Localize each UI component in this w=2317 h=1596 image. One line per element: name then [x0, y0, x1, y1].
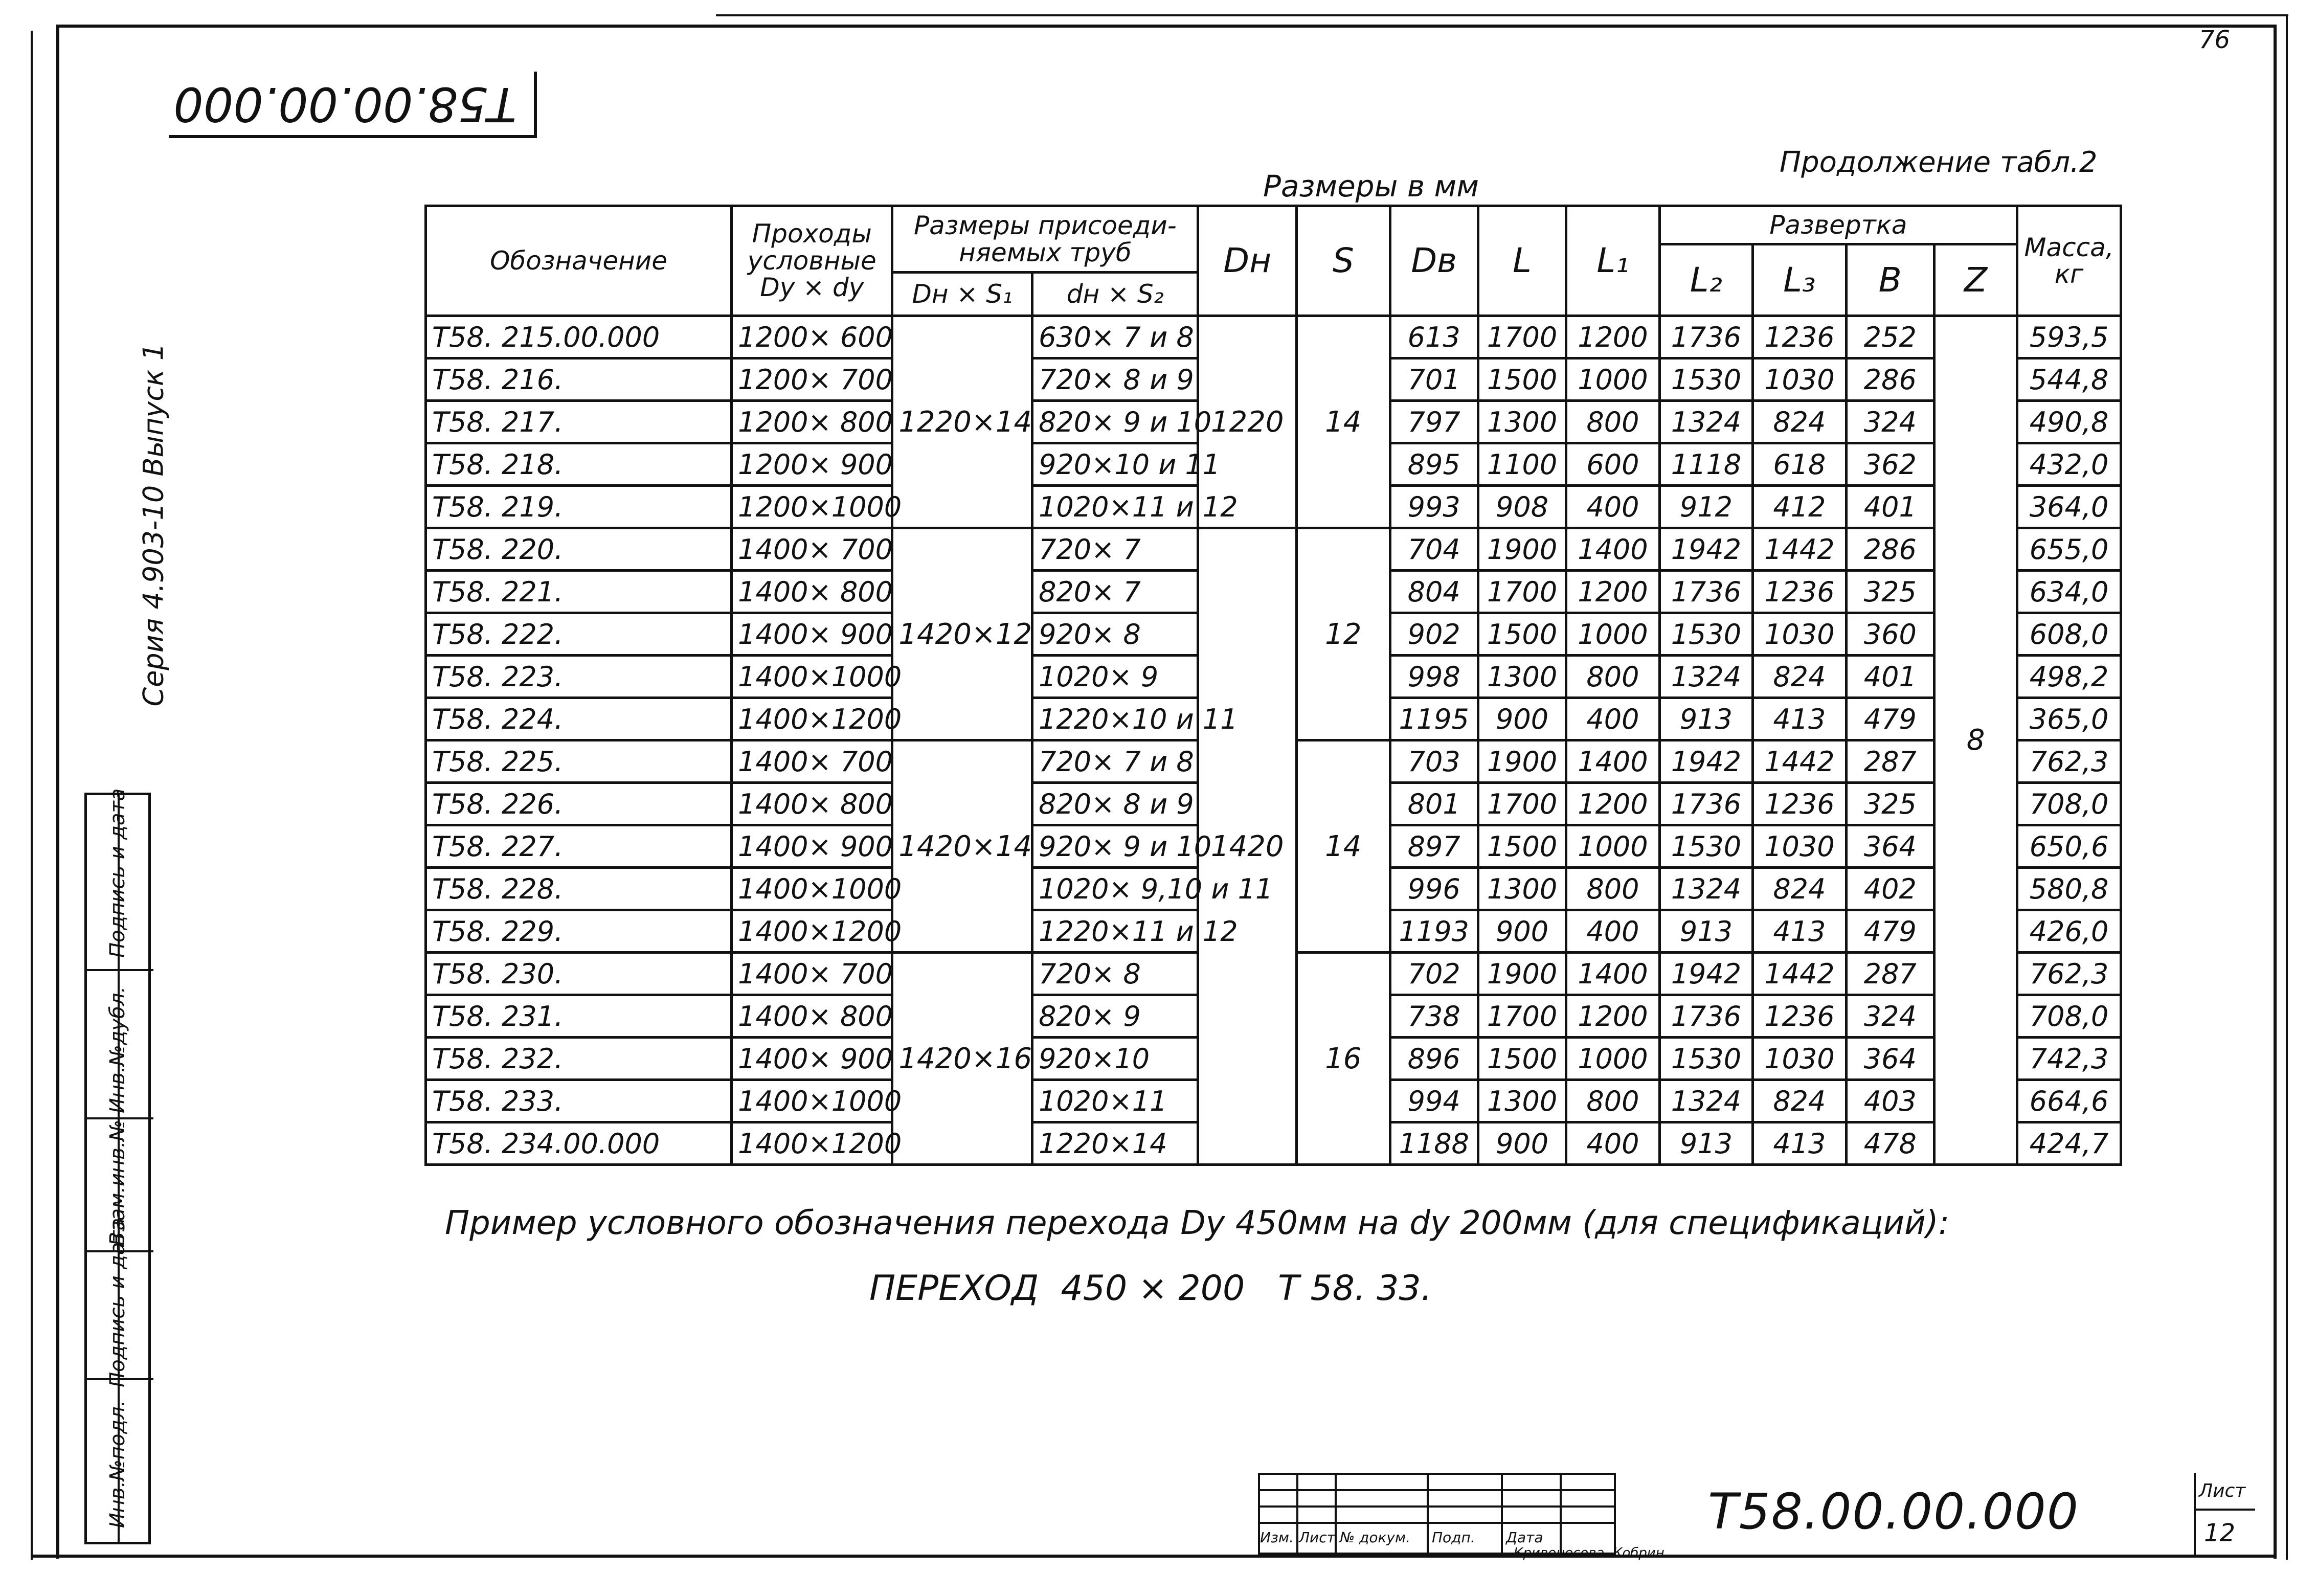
cell-Dv: 996 — [1390, 868, 1478, 910]
frame-right — [2274, 25, 2277, 1559]
outer-right-trim — [2286, 15, 2288, 1560]
cell-L1: 400 — [1566, 1122, 1659, 1165]
cell-B: 324 — [1846, 995, 1934, 1038]
cell-dS2: 1020×11 и 12 — [1032, 486, 1198, 528]
title-col-list: Лист — [1299, 1529, 1335, 1546]
cell-L: 1700 — [1478, 783, 1566, 825]
cell-L1: 1400 — [1566, 953, 1659, 995]
cell-L: 1700 — [1478, 995, 1566, 1038]
title-sheet-box-mid — [2194, 1509, 2255, 1511]
dimensions-caption: Размеры в мм — [1263, 169, 1479, 204]
cell-Dv: 1193 — [1390, 910, 1478, 953]
cell-designation: Т58. 217. — [426, 401, 732, 443]
cell-L3: 1236 — [1753, 316, 1846, 358]
cell-L1: 800 — [1566, 1080, 1659, 1122]
table-row — [426, 316, 2121, 358]
cell-pass: 1400×1000 — [732, 656, 892, 698]
header-Z: Z — [1934, 244, 2017, 316]
frame-left — [56, 25, 59, 1559]
cell-Dv: 1188 — [1390, 1122, 1478, 1165]
header-designation: Обозначение — [426, 206, 732, 316]
cell-L: 1700 — [1478, 571, 1566, 613]
cell-L: 1300 — [1478, 401, 1566, 443]
cell-dS2: 720× 7 — [1032, 528, 1198, 571]
cell-L2: 1736 — [1659, 316, 1752, 358]
title-grid-h2 — [1258, 1505, 1616, 1508]
cell-L3: 1030 — [1753, 613, 1846, 656]
cell-L: 900 — [1478, 698, 1566, 740]
cell-pass: 1400× 700 — [732, 740, 892, 783]
cell-dS2: 1220×11 и 12 — [1032, 910, 1198, 953]
cell-L: 900 — [1478, 1122, 1566, 1165]
cell-DS1: 1220×14 — [892, 316, 1032, 528]
cell-dS2: 720× 7 и 8 — [1032, 740, 1198, 783]
cell-L2: 1736 — [1659, 995, 1752, 1038]
cell-S: 12 — [1297, 528, 1390, 740]
cell-L: 1300 — [1478, 1080, 1566, 1122]
cell-mass: 708,0 — [2017, 995, 2121, 1038]
cell-B: 403 — [1846, 1080, 1934, 1122]
cell-mass: 664,6 — [2017, 1080, 2121, 1122]
cell-L2: 1530 — [1659, 825, 1752, 868]
cell-B: 360 — [1846, 613, 1934, 656]
cell-pass: 1400× 800 — [732, 995, 892, 1038]
header-L3: L₃ — [1753, 244, 1846, 316]
cell-designation: Т58. 229. — [426, 910, 732, 953]
cell-pass: 1400× 700 — [732, 528, 892, 571]
cell-L2: 1942 — [1659, 740, 1752, 783]
cell-L2: 913 — [1659, 910, 1752, 953]
cell-L: 908 — [1478, 486, 1566, 528]
cell-L: 1300 — [1478, 656, 1566, 698]
cell-L3: 1030 — [1753, 358, 1846, 401]
cell-L2: 1942 — [1659, 953, 1752, 995]
cell-L1: 600 — [1566, 443, 1659, 486]
header-conn-dims-line1: Размеры присоеди- — [914, 211, 1177, 240]
title-grid-v1 — [1296, 1473, 1298, 1555]
cell-L: 1900 — [1478, 740, 1566, 783]
cell-L2: 1324 — [1659, 868, 1752, 910]
header-passes-line3: Dу × dу — [760, 273, 864, 303]
cell-L2: 1530 — [1659, 358, 1752, 401]
cell-Dn: 1420 — [1198, 528, 1297, 1165]
header-razvertka: Развертка — [1659, 206, 2017, 244]
cell-dS2: 820× 9 и 10 — [1032, 401, 1198, 443]
outer-left-trim — [31, 31, 33, 1560]
cell-Dv: 804 — [1390, 571, 1478, 613]
cell-designation: Т58. 234.00.000 — [426, 1122, 732, 1165]
cell-L1: 400 — [1566, 698, 1659, 740]
cell-mass: 742,3 — [2017, 1038, 2121, 1080]
cell-B: 286 — [1846, 528, 1934, 571]
cell-B: 252 — [1846, 316, 1934, 358]
header-passes-line2: условные — [747, 245, 876, 276]
cell-designation: Т58. 224. — [426, 698, 732, 740]
cell-Dv: 701 — [1390, 358, 1478, 401]
header-conn-dS2: dн × S₂ — [1032, 273, 1198, 316]
cell-dS2: 920× 9 и 10 — [1032, 825, 1198, 868]
header-conn-dims — [892, 206, 1198, 273]
cell-mass: 498,2 — [2017, 656, 2121, 698]
title-sheet-number: 12 — [2204, 1519, 2236, 1547]
cell-designation: Т58. 228. — [426, 868, 732, 910]
cell-L1: 1200 — [1566, 571, 1659, 613]
cell-designation: Т58. 226. — [426, 783, 732, 825]
cell-dS2: 720× 8 и 9 — [1032, 358, 1198, 401]
cell-L2: 1530 — [1659, 613, 1752, 656]
cell-L1: 1200 — [1566, 783, 1659, 825]
frame-top — [56, 25, 2276, 28]
cell-B: 478 — [1846, 1122, 1934, 1165]
cell-dS2: 820× 8 и 9 — [1032, 783, 1198, 825]
cell-dS2: 630× 7 и 8 — [1032, 316, 1198, 358]
side-cell-podpis-2: Подпись и дата — [106, 788, 129, 958]
series-label: Серия 4.903-10 Выпуск 1 — [137, 343, 170, 707]
cell-designation: Т58. 216. — [426, 358, 732, 401]
cell-mass: 608,0 — [2017, 613, 2121, 656]
cell-pass: 1400× 900 — [732, 1038, 892, 1080]
cell-L3: 618 — [1753, 443, 1846, 486]
cell-mass: 580,8 — [2017, 868, 2121, 910]
cell-L2: 913 — [1659, 698, 1752, 740]
top-code-text: Т58.00.00.000 — [173, 77, 516, 131]
cell-L2: 1324 — [1659, 656, 1752, 698]
cell-Dv: 704 — [1390, 528, 1478, 571]
cell-designation: Т58. 231. — [426, 995, 732, 1038]
header-passes-line1: Проходы — [752, 219, 872, 249]
cell-L: 1900 — [1478, 528, 1566, 571]
cell-mass: 762,3 — [2017, 740, 2121, 783]
cell-dS2: 820× 9 — [1032, 995, 1198, 1038]
cell-L3: 824 — [1753, 656, 1846, 698]
cell-pass: 1400×1200 — [732, 910, 892, 953]
cell-B: 479 — [1846, 910, 1934, 953]
side-cell-podpis-1: Подпись и дата — [106, 1218, 129, 1387]
cell-Dv: 1195 — [1390, 698, 1478, 740]
title-grid-v3 — [1427, 1473, 1429, 1555]
table-row — [426, 528, 2121, 571]
cell-dS2: 920×10 и 11 — [1032, 443, 1198, 486]
cell-dS2: 1020× 9,10 и 11 — [1032, 868, 1198, 910]
cell-L3: 1030 — [1753, 825, 1846, 868]
cell-L: 1500 — [1478, 613, 1566, 656]
cell-Z: 8 — [1934, 316, 2017, 1165]
cell-L2: 1736 — [1659, 571, 1752, 613]
title-col-podp: Подп. — [1432, 1529, 1475, 1546]
cell-L3: 1442 — [1753, 528, 1846, 571]
cell-mass: 364,0 — [2017, 486, 2121, 528]
cell-pass: 1400× 800 — [732, 571, 892, 613]
cell-mass: 424,7 — [2017, 1122, 2121, 1165]
title-col-dokum: № докум. — [1340, 1529, 1411, 1546]
cell-L1: 400 — [1566, 910, 1659, 953]
cell-L3: 824 — [1753, 401, 1846, 443]
title-col-data: Дата — [1506, 1529, 1543, 1546]
cell-mass: 426,0 — [2017, 910, 2121, 953]
cell-L: 1500 — [1478, 825, 1566, 868]
cell-designation: Т58. 219. — [426, 486, 732, 528]
cell-L1: 1000 — [1566, 1038, 1659, 1080]
cell-L2: 1324 — [1659, 1080, 1752, 1122]
header-conn-DS1: Dн × S₁ — [892, 273, 1032, 316]
cell-L3: 412 — [1753, 486, 1846, 528]
cell-S: 16 — [1297, 953, 1390, 1165]
cell-dS2: 920×10 — [1032, 1038, 1198, 1080]
cell-dS2: 920× 8 — [1032, 613, 1198, 656]
outer-top-trim — [716, 14, 2288, 16]
cell-L2: 1530 — [1659, 1038, 1752, 1080]
cell-designation: Т58. 225. — [426, 740, 732, 783]
cell-L1: 1000 — [1566, 358, 1659, 401]
cell-B: 325 — [1846, 571, 1934, 613]
cell-Dv: 613 — [1390, 316, 1478, 358]
cell-dS2: 1020×11 — [1032, 1080, 1198, 1122]
header-L1: L₁ — [1566, 206, 1659, 316]
cell-L2: 1942 — [1659, 528, 1752, 571]
cell-designation: Т58. 233. — [426, 1080, 732, 1122]
dimensions-table — [424, 205, 2122, 1166]
title-sheet-box-left — [2194, 1473, 2196, 1555]
cell-L3: 413 — [1753, 698, 1846, 740]
cell-L1: 1200 — [1566, 995, 1659, 1038]
cell-B: 364 — [1846, 1038, 1934, 1080]
cell-Dn: 1220 — [1198, 316, 1297, 528]
cell-DS1: 1420×12 — [892, 528, 1032, 740]
title-grid-h1 — [1258, 1489, 1616, 1491]
cell-L1: 800 — [1566, 656, 1659, 698]
cell-Dv: 998 — [1390, 656, 1478, 698]
cell-Dv: 797 — [1390, 401, 1478, 443]
frame-bottom — [31, 1555, 2276, 1558]
cell-Dv: 702 — [1390, 953, 1478, 995]
header-mass — [2017, 206, 2121, 316]
side-cell-vzam-inv: Взам.инв.№ — [106, 1119, 129, 1246]
header-conn-dims-line2: няемых труб — [959, 237, 1132, 267]
continuation-label: Продолжение табл.2 — [1780, 146, 2098, 179]
cell-B: 325 — [1846, 783, 1934, 825]
cell-B: 362 — [1846, 443, 1934, 486]
cell-L3: 413 — [1753, 910, 1846, 953]
cell-L2: 1324 — [1659, 401, 1752, 443]
cell-pass: 1200×1000 — [732, 486, 892, 528]
cell-L1: 1400 — [1566, 740, 1659, 783]
cell-mass: 655,0 — [2017, 528, 2121, 571]
cell-L: 1100 — [1478, 443, 1566, 486]
cell-B: 479 — [1846, 698, 1934, 740]
cell-S: 14 — [1297, 316, 1390, 528]
cell-pass: 1400×1000 — [732, 868, 892, 910]
cell-dS2: 1220×14 — [1032, 1122, 1198, 1165]
cell-L3: 1442 — [1753, 740, 1846, 783]
cell-L1: 1200 — [1566, 316, 1659, 358]
cell-mass: 708,0 — [2017, 783, 2121, 825]
cell-L3: 413 — [1753, 1122, 1846, 1165]
cell-pass: 1200× 800 — [732, 401, 892, 443]
cell-B: 364 — [1846, 825, 1934, 868]
cell-designation: Т58. 221. — [426, 571, 732, 613]
cell-L3: 1442 — [1753, 953, 1846, 995]
cell-L: 1700 — [1478, 316, 1566, 358]
cell-dS2: 720× 8 — [1032, 953, 1198, 995]
cell-L2: 912 — [1659, 486, 1752, 528]
cell-designation: Т58. 222. — [426, 613, 732, 656]
header-B: В — [1846, 244, 1934, 316]
cell-L: 1300 — [1478, 868, 1566, 910]
header-mass-line2: кг — [2054, 259, 2084, 289]
cell-L: 1500 — [1478, 358, 1566, 401]
example-line-1: Пример условного обозначения перехода Dу 450мм на dу 200мм (для спецификаций): — [445, 1204, 1950, 1242]
header-L2: L₂ — [1659, 244, 1752, 316]
corner-page-number: 76 — [2199, 26, 2231, 54]
title-sheet-label: Лист — [2199, 1480, 2246, 1501]
cell-L3: 824 — [1753, 868, 1846, 910]
cell-dS2: 820× 7 — [1032, 571, 1198, 613]
cell-B: 287 — [1846, 953, 1934, 995]
header-S: S — [1297, 206, 1390, 316]
cell-L1: 1400 — [1566, 528, 1659, 571]
example-line-2: ПЕРЕХОД 450 × 200 Т 58. 33. — [869, 1268, 1432, 1309]
header-passes — [732, 206, 892, 316]
title-bottom-text: Кривоносова Кобрин — [1514, 1545, 1664, 1561]
cell-L1: 400 — [1566, 486, 1659, 528]
cell-designation: Т58. 223. — [426, 656, 732, 698]
cell-mass: 490,8 — [2017, 401, 2121, 443]
cell-L: 1900 — [1478, 953, 1566, 995]
cell-mass: 544,8 — [2017, 358, 2121, 401]
cell-Dv: 994 — [1390, 1080, 1478, 1122]
header-Dv: Dв — [1390, 206, 1478, 316]
side-cell-inv-podl: Инв.№подл. — [106, 1400, 129, 1528]
cell-L2: 913 — [1659, 1122, 1752, 1165]
cell-L3: 1236 — [1753, 783, 1846, 825]
title-grid-v5 — [1560, 1473, 1562, 1555]
header-mass-line1: Масса, — [2024, 232, 2114, 262]
cell-mass: 365,0 — [2017, 698, 2121, 740]
cell-mass: 634,0 — [2017, 571, 2121, 613]
cell-pass: 1400× 800 — [732, 783, 892, 825]
cell-pass: 1400×1200 — [732, 698, 892, 740]
cell-DS1: 1420×14 — [892, 740, 1032, 953]
cell-mass: 432,0 — [2017, 443, 2121, 486]
cell-L1: 1000 — [1566, 613, 1659, 656]
cell-B: 324 — [1846, 401, 1934, 443]
cell-B: 287 — [1846, 740, 1934, 783]
cell-L1: 800 — [1566, 401, 1659, 443]
cell-L3: 1236 — [1753, 571, 1846, 613]
cell-B: 402 — [1846, 868, 1934, 910]
cell-mass: 650,6 — [2017, 825, 2121, 868]
cell-L: 900 — [1478, 910, 1566, 953]
cell-L3: 1030 — [1753, 1038, 1846, 1080]
cell-pass: 1400× 900 — [732, 613, 892, 656]
cell-Dv: 993 — [1390, 486, 1478, 528]
cell-mass: 593,5 — [2017, 316, 2121, 358]
title-grid-v4 — [1501, 1473, 1503, 1555]
cell-dS2: 1020× 9 — [1032, 656, 1198, 698]
cell-pass: 1400× 900 — [732, 825, 892, 868]
header-Dn: Dн — [1198, 206, 1297, 316]
cell-L1: 800 — [1566, 868, 1659, 910]
cell-mass: 762,3 — [2017, 953, 2121, 995]
title-block — [1258, 1473, 2255, 1561]
cell-designation: Т58. 230. — [426, 953, 732, 995]
cell-L3: 824 — [1753, 1080, 1846, 1122]
cell-Dv: 896 — [1390, 1038, 1478, 1080]
cell-dS2: 1220×10 и 11 — [1032, 698, 1198, 740]
cell-pass: 1200× 700 — [732, 358, 892, 401]
cell-S: 14 — [1297, 740, 1390, 953]
cell-DS1: 1420×16 — [892, 953, 1032, 1165]
cell-pass: 1200× 900 — [732, 443, 892, 486]
side-strip-sep-1 — [87, 969, 153, 971]
cell-pass: 1400×1000 — [732, 1080, 892, 1122]
header-L: L — [1478, 206, 1566, 316]
cell-designation: Т58. 220. — [426, 528, 732, 571]
cell-B: 401 — [1846, 486, 1934, 528]
cell-pass: 1400× 700 — [732, 953, 892, 995]
cell-designation: Т58. 215.00.000 — [426, 316, 732, 358]
cell-Dv: 738 — [1390, 995, 1478, 1038]
cell-Dv: 895 — [1390, 443, 1478, 486]
cell-L3: 1236 — [1753, 995, 1846, 1038]
cell-Dv: 897 — [1390, 825, 1478, 868]
cell-B: 401 — [1846, 656, 1934, 698]
cell-L2: 1118 — [1659, 443, 1752, 486]
cell-designation: Т58. 218. — [426, 443, 732, 486]
cell-L: 1500 — [1478, 1038, 1566, 1080]
cell-designation: Т58. 232. — [426, 1038, 732, 1080]
cell-designation: Т58. 227. — [426, 825, 732, 868]
cell-B: 286 — [1846, 358, 1934, 401]
cell-pass: 1400×1200 — [732, 1122, 892, 1165]
cell-pass: 1200× 600 — [732, 316, 892, 358]
cell-Dv: 902 — [1390, 613, 1478, 656]
cell-Dv: 703 — [1390, 740, 1478, 783]
side-cell-inv-dubl: Инв.№дубл. — [106, 986, 129, 1114]
title-code: Т58.00.00.000 — [1708, 1483, 2079, 1540]
cell-L2: 1736 — [1659, 783, 1752, 825]
title-col-izm: Изм. — [1260, 1529, 1294, 1546]
cell-Dv: 801 — [1390, 783, 1478, 825]
title-grid-h3 — [1258, 1522, 1616, 1524]
cell-L1: 1000 — [1566, 825, 1659, 868]
